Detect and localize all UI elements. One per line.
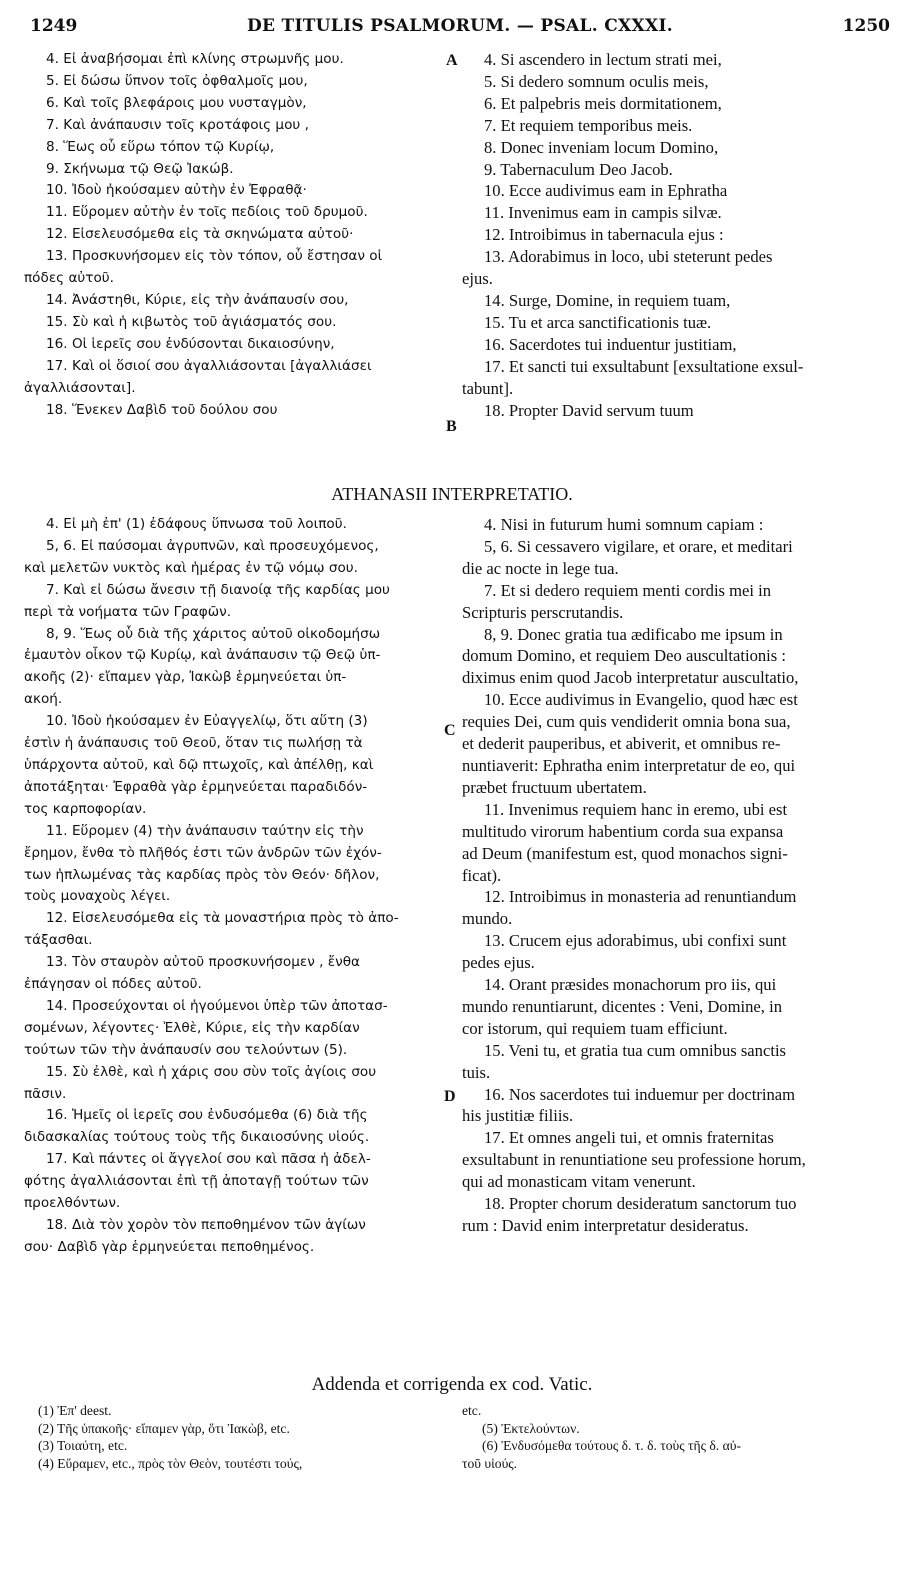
text-line: 15. Tu et arca sanctificationis tuæ. bbox=[484, 312, 712, 332]
text-line: 5. Εἰ δώσω ὕπνον τοῖς ὀφθαλμοῖς μου, bbox=[46, 72, 308, 89]
text-line: 13. Προσκυνήσομεν εἰς τὸν τόπον, οὗ ἔστησαν οἱ bbox=[46, 248, 383, 265]
verse-paragraph bbox=[24, 624, 436, 712]
text-line: 9. Σκήνωμα τῷ Θεῷ Ἰακώβ. bbox=[46, 160, 234, 177]
text-line: tabunt]. bbox=[462, 378, 514, 398]
text-line: ακοῆς (2)· εἴπαμεν γὰρ, Ἰακὼβ ἑρμηνεύεται ὑπ- bbox=[24, 669, 347, 686]
text-line: 10. Ecce audivimus eam in Ephratha bbox=[484, 181, 728, 201]
verse-paragraph bbox=[462, 1040, 890, 1084]
verse-paragraph bbox=[462, 514, 890, 536]
text-line: 14. Προσεύχονται οἱ ἡγούμενοι ὑπὲρ τῶν ἀποτασ- bbox=[46, 997, 388, 1014]
text-line: 14. Orant præsides monachorum pro iis, qui bbox=[484, 975, 777, 995]
text-line: 18. Propter chorum desideratum sanctorum tuo bbox=[484, 1194, 797, 1214]
footnotes-left bbox=[38, 1402, 456, 1472]
text-line: rum : David enim interpretatur desideratus. bbox=[462, 1216, 749, 1235]
margin-marker-d: D bbox=[444, 1088, 456, 1105]
verse-paragraph bbox=[462, 689, 890, 799]
verse-paragraph bbox=[24, 1149, 436, 1215]
verse-paragraph bbox=[462, 580, 890, 624]
text-line: ad Deum (manifestum est, quod monachos signi- bbox=[462, 843, 788, 863]
text-line: nuntiaverit: Ephratha enim interpretatur de eo, qui bbox=[462, 755, 796, 775]
interpretation-greek-column bbox=[24, 514, 436, 1259]
text-line: 16. Nos sacerdotes tui induemur per doctrinam bbox=[484, 1084, 796, 1104]
text-line: exsultabunt in renuntiatione seu professione horum, bbox=[462, 1150, 806, 1170]
text-line: 4. Si ascendero in lectum strati mei, bbox=[484, 50, 722, 69]
addenda-title: Addenda et corrigenda ex cod. Vatic. bbox=[311, 1374, 593, 1395]
text-line: 5, 6. Εἰ παύσομαι ἀγρυπνῶν, καὶ προσευχόμενος, bbox=[46, 537, 379, 554]
text-line: ἀποτάξηται· Ἐφραθὰ γὰρ ἑρμηνεύεται παραδιδόν- bbox=[24, 778, 368, 795]
verse-paragraph bbox=[24, 1215, 436, 1259]
text-line: πόδες αὐτοῦ. bbox=[24, 270, 114, 287]
text-line: et dederit pauperibus, et abiverit, et omnibus re- bbox=[462, 734, 781, 754]
verse-paragraph bbox=[462, 974, 890, 1040]
text-line: ejus. bbox=[462, 269, 493, 289]
text-line: 15. Veni tu, et gratia tua cum omnibus sanctis bbox=[484, 1040, 787, 1060]
text-line: 12. Εἰσελευσόμεθα εἰς τὰ σκηνώματα αὐτοῦ· bbox=[46, 226, 354, 243]
verse-paragraph bbox=[462, 624, 890, 690]
text-line: ἐστὶν ἡ ἀνάπαυσις τοῦ Θεοῦ, ὅταν τις πωλήσῃ τὰ bbox=[24, 735, 363, 752]
text-line: 11. Εὕρομεν αὐτὴν ἐν τοῖς πεδίοις τοῦ δρυμοῦ. bbox=[46, 204, 368, 221]
footnotes-right bbox=[462, 1402, 892, 1472]
footnote-line: (2) Τῆς ὑπακοῆς· εἴπαμεν γὰρ, ὅτι Ἰακὼβ, etc. bbox=[38, 1420, 290, 1436]
text-line: 7. Καὶ εἰ δώσω ἄνεσιν τῇ διανοίᾳ τῆς καρδίας μου bbox=[46, 581, 390, 598]
verse-paragraph bbox=[24, 952, 436, 996]
text-line: 11. Εὕρομεν (4) τὴν ἀνάπαυσιν ταύτην εἰς τὴν bbox=[46, 822, 364, 839]
psalm-greek-column bbox=[24, 49, 436, 421]
verse-paragraph bbox=[24, 711, 436, 821]
verse-paragraph bbox=[462, 1127, 890, 1193]
text-line: 15. Σὺ ἐλθὲ, καὶ ἡ χάρις σου σὺν τοῖς ἁγίοις σου bbox=[46, 1063, 377, 1080]
page-number-left: 1249 bbox=[30, 16, 78, 36]
verse-paragraph bbox=[24, 1105, 436, 1149]
verse-paragraph bbox=[24, 580, 436, 624]
text-line: 7. Et si dedero requiem menti cordis mei in bbox=[484, 580, 772, 600]
text-line: 10. Ἰδοὺ ἠκούσαμεν ἐν Εὐαγγελίῳ, ὅτι αὕτη (3) bbox=[46, 713, 368, 730]
page-number-right: 1250 bbox=[842, 16, 890, 36]
text-line: 17. Et sancti tui exsultabunt [exsultatione exsul- bbox=[484, 356, 804, 376]
verse-paragraph bbox=[24, 908, 436, 952]
verse-paragraph bbox=[462, 536, 890, 580]
footnote-line: τοῦ υἱούς. bbox=[462, 1455, 518, 1471]
footnote-line: etc. bbox=[462, 1403, 482, 1418]
text-line: præbet fructuum ubertatem. bbox=[462, 777, 647, 797]
text-line: 9. Tabernaculum Deo Jacob. bbox=[484, 159, 673, 179]
verse-paragraph bbox=[462, 799, 890, 887]
text-line: τος καρποφορίαν. bbox=[24, 800, 147, 817]
text-line: ἔρημον, ἔνθα τὸ πλῆθός ἐστι τῶν ἀνδρῶν τῶν ἐχόν- bbox=[24, 844, 382, 861]
text-line: σομένων, λέγοντες· Ἐλθὲ, Κύριε, εἰς τὴν καρδίαν bbox=[24, 1019, 360, 1036]
text-line: 6. Et palpebris meis dormitationem, bbox=[484, 93, 722, 113]
text-line: 7. Καὶ ἀνάπαυσιν τοῖς κροτάφοις μου , bbox=[46, 116, 309, 133]
margin-marker-c: C bbox=[444, 722, 456, 739]
text-line: requies Dei, cum quis vendiderit omnia bona sua, bbox=[462, 712, 791, 732]
text-line: 6. Καὶ τοῖς βλεφάροις μου νυσταγμὸν, bbox=[46, 94, 307, 111]
verse-paragraph bbox=[462, 1084, 890, 1128]
verse-paragraph bbox=[24, 1062, 436, 1106]
text-line: φότης ἀγαλλιάσονται ἐπὶ τῇ ἀποταγῇ τούτων τῶν bbox=[24, 1173, 369, 1190]
verse-paragraph bbox=[24, 821, 436, 909]
text-line: mundo. bbox=[462, 909, 513, 929]
text-line: καὶ μελετῶν νυκτὸς καὶ ἡμέρας ἐν τῷ νόμῳ σου. bbox=[24, 559, 358, 576]
text-line: 13. Τὸν σταυρὸν αὐτοῦ προσκυνήσομεν , ἔνθα bbox=[46, 954, 361, 971]
text-line: 18. Διὰ τὸν χορὸν τὸν πεποθημένον τῶν ἁγίων bbox=[46, 1217, 366, 1233]
verse-paragraph bbox=[24, 996, 436, 1062]
running-title: DE TITULIS PSALMORUM. — PSAL. CXXXI. bbox=[247, 16, 673, 36]
text-line: diximus enim quod Jacob interpretatur auscultatio, bbox=[462, 668, 799, 688]
verse-paragraph bbox=[462, 886, 890, 930]
text-line: 8. Ἕως οὗ εὕρω τόπον τῷ Κυρίῳ, bbox=[46, 138, 275, 155]
text-line: die ac nocte in lege tua. bbox=[462, 558, 619, 578]
text-line: 14. Ἀνάστηθι, Κύριε, εἰς τὴν ἀνάπαυσίν σου, bbox=[46, 291, 349, 308]
verse-paragraph bbox=[24, 536, 436, 580]
text-line: 13. Adorabimus in loco, ubi steterunt pedes bbox=[484, 247, 773, 267]
text-line: his justitiæ filiis. bbox=[462, 1106, 574, 1126]
text-line: σου· Δαβὶδ γὰρ ἑρμηνεύεται πεποθημένος. bbox=[24, 1238, 315, 1255]
text-line: 10. Ecce audivimus in Evangelio, quod hæc est bbox=[484, 690, 798, 710]
margin-marker-a: A bbox=[446, 52, 458, 69]
text-line: 12. Introibimus in monasteria ad renuntiandum bbox=[484, 887, 797, 907]
text-line: 16. Sacerdotes tui induentur justitiam, bbox=[484, 334, 737, 354]
text-line: 16. Οἱ ἱερεῖς σου ἐνδύσονται δικαιοσύνην, bbox=[46, 335, 335, 352]
text-line: 14. Surge, Domine, in requiem tuam, bbox=[484, 290, 731, 310]
section-title: ATHANASII INTERPRETATIO. bbox=[331, 484, 573, 504]
footnote-line: (6) Ἐνδυσόμεθα τούτους δ. τ. δ. τοὺς τῆς δ. αὐ- bbox=[482, 1438, 741, 1453]
footnote-line: (3) Τοιαύτη, etc. bbox=[38, 1438, 128, 1453]
text-line: 17. Καὶ οἱ ὅσιοί σου ἀγαλλιάσονται [ἀγαλλιάσει bbox=[46, 357, 372, 374]
verse-paragraph bbox=[24, 514, 436, 536]
text-line: 7. Et requiem temporibus meis. bbox=[484, 115, 693, 135]
text-line: ακοή. bbox=[24, 691, 63, 708]
text-line: 5. Si dedero somnum oculis meis, bbox=[484, 71, 709, 91]
text-line: των ἡπλωμένας τὰς καρδίας πρὸς τὸν Θεόν· δῆλον, bbox=[24, 866, 380, 883]
text-line: 13. Crucem ejus adorabimus, ubi confixi sunt bbox=[484, 931, 787, 951]
text-line: 11. Invenimus eam in campis silvæ. bbox=[484, 203, 722, 223]
text-line: 8. Donec inveniam locum Domino, bbox=[484, 137, 719, 157]
text-line: 8, 9. Donec gratia tua ædificabo me ipsum in bbox=[484, 624, 783, 644]
text-line: 11. Invenimus requiem hanc in eremo, ubi est bbox=[484, 799, 788, 819]
text-line: διδασκαλίας τούτους τοὺς τῆς δικαιοσύνης υἱούς. bbox=[24, 1129, 370, 1146]
text-line: pedes ejus. bbox=[462, 953, 535, 973]
text-line: 17. Et omnes angeli tui, et omnis fraternitas bbox=[484, 1128, 774, 1148]
text-line: Scripturis perscrutandis. bbox=[462, 602, 624, 622]
text-line: 16. Ἡμεῖς οἱ ἱερεῖς σου ἐνδυσόμεθα (6) διὰ τῆς bbox=[46, 1107, 368, 1124]
text-line: 8, 9. Ἕως οὗ διὰ τῆς χάριτος αὐτοῦ οἰκοδομήσω bbox=[46, 625, 381, 642]
interpretation-latin-column bbox=[462, 514, 890, 1237]
text-line: 10. Ἰδοὺ ἠκούσαμεν αὐτὴν ἐν Ἐφραθᾷ· bbox=[46, 182, 307, 199]
footnote-line: (5) Ἐκτελούντων. bbox=[482, 1420, 580, 1436]
text-line: ἀγαλλιάσονται]. bbox=[24, 379, 136, 396]
text-line: 18. Propter David servum tuum bbox=[484, 400, 694, 420]
text-line: 4. Nisi in futurum humi somnum capiam : bbox=[484, 515, 764, 534]
text-line: προελθόντων. bbox=[24, 1195, 121, 1212]
text-line: qui ad monasticam vitam venerunt. bbox=[462, 1172, 696, 1192]
text-line: περὶ τὰ νοήματα τῶν Γραφῶν. bbox=[24, 603, 232, 620]
text-line: 4. Εἰ μὴ ἐπ' (1) ἐδάφους ὕπνωσα τοῦ λοιποῦ. bbox=[46, 516, 347, 532]
footnote-line: (1) Ἐπ' deest. bbox=[38, 1403, 112, 1418]
text-line: τούτων τῶν τὴν ἀνάπαυσίν σου τελούντων (5). bbox=[24, 1041, 348, 1058]
text-line: ὑπάρχοντα αὐτοῦ, καὶ δῷ πτωχοῖς, καὶ ἀπέλθῃ, καὶ bbox=[24, 756, 374, 773]
text-line: ἐπάγησαν οἱ πόδες αὐτοῦ. bbox=[24, 976, 202, 993]
text-line: ficat). bbox=[462, 865, 502, 885]
running-header bbox=[30, 16, 890, 42]
text-line: domum Domino, et requiem Deo auscultationis : bbox=[462, 646, 786, 666]
text-line: mundo renuntiarunt, dicentes : Veni, Domine, in bbox=[462, 996, 782, 1016]
text-line: τάξασθαι. bbox=[24, 932, 93, 949]
psalm-latin-column bbox=[462, 49, 890, 421]
text-line: 17. Καὶ πάντες οἱ ἄγγελοί σου καὶ πᾶσα ἡ ἀδελ- bbox=[46, 1151, 371, 1168]
text-line: 5, 6. Si cessavero vigilare, et orare, et meditari bbox=[484, 536, 793, 556]
text-line: 12. Introibimus in tabernacula ejus : bbox=[484, 225, 724, 245]
margin-marker-b: B bbox=[446, 418, 457, 435]
text-line: ἐμαυτὸν οἶκον τῷ Κυρίῳ, καὶ ἀνάπαυσιν τῷ Θεῷ ὑπ- bbox=[24, 647, 381, 664]
text-line: cor istorum, qui requiem tuam efficiunt. bbox=[462, 1018, 728, 1038]
text-line: 4. Εἰ ἀναβήσομαι ἐπὶ κλίνης στρωμνῆς μου. bbox=[46, 51, 344, 67]
verse-paragraph bbox=[462, 930, 890, 974]
text-line: τοὺς μοναχοὺς λέγει. bbox=[24, 888, 171, 905]
text-line: multitudo virorum habentium corda sua expansa bbox=[462, 821, 784, 841]
text-line: 18. Ἕνεκεν Δαβὶδ τοῦ δούλου σου bbox=[46, 401, 278, 418]
footnote-line: (4) Εὕραμεν, etc., πρὸς τὸν Θεὸν, τουτέστι τούς, bbox=[38, 1455, 303, 1471]
text-line: 15. Σὺ καὶ ἡ κιβωτὸς τοῦ ἁγιάσματός σου. bbox=[46, 313, 337, 330]
text-line: πᾶσιν. bbox=[24, 1085, 67, 1102]
text-line: 12. Εἰσελευσόμεθα εἰς τὰ μοναστήρια πρὸς τὸ ἀπο- bbox=[46, 910, 399, 927]
verse-paragraph bbox=[462, 1193, 890, 1237]
text-line: tuis. bbox=[462, 1062, 491, 1082]
